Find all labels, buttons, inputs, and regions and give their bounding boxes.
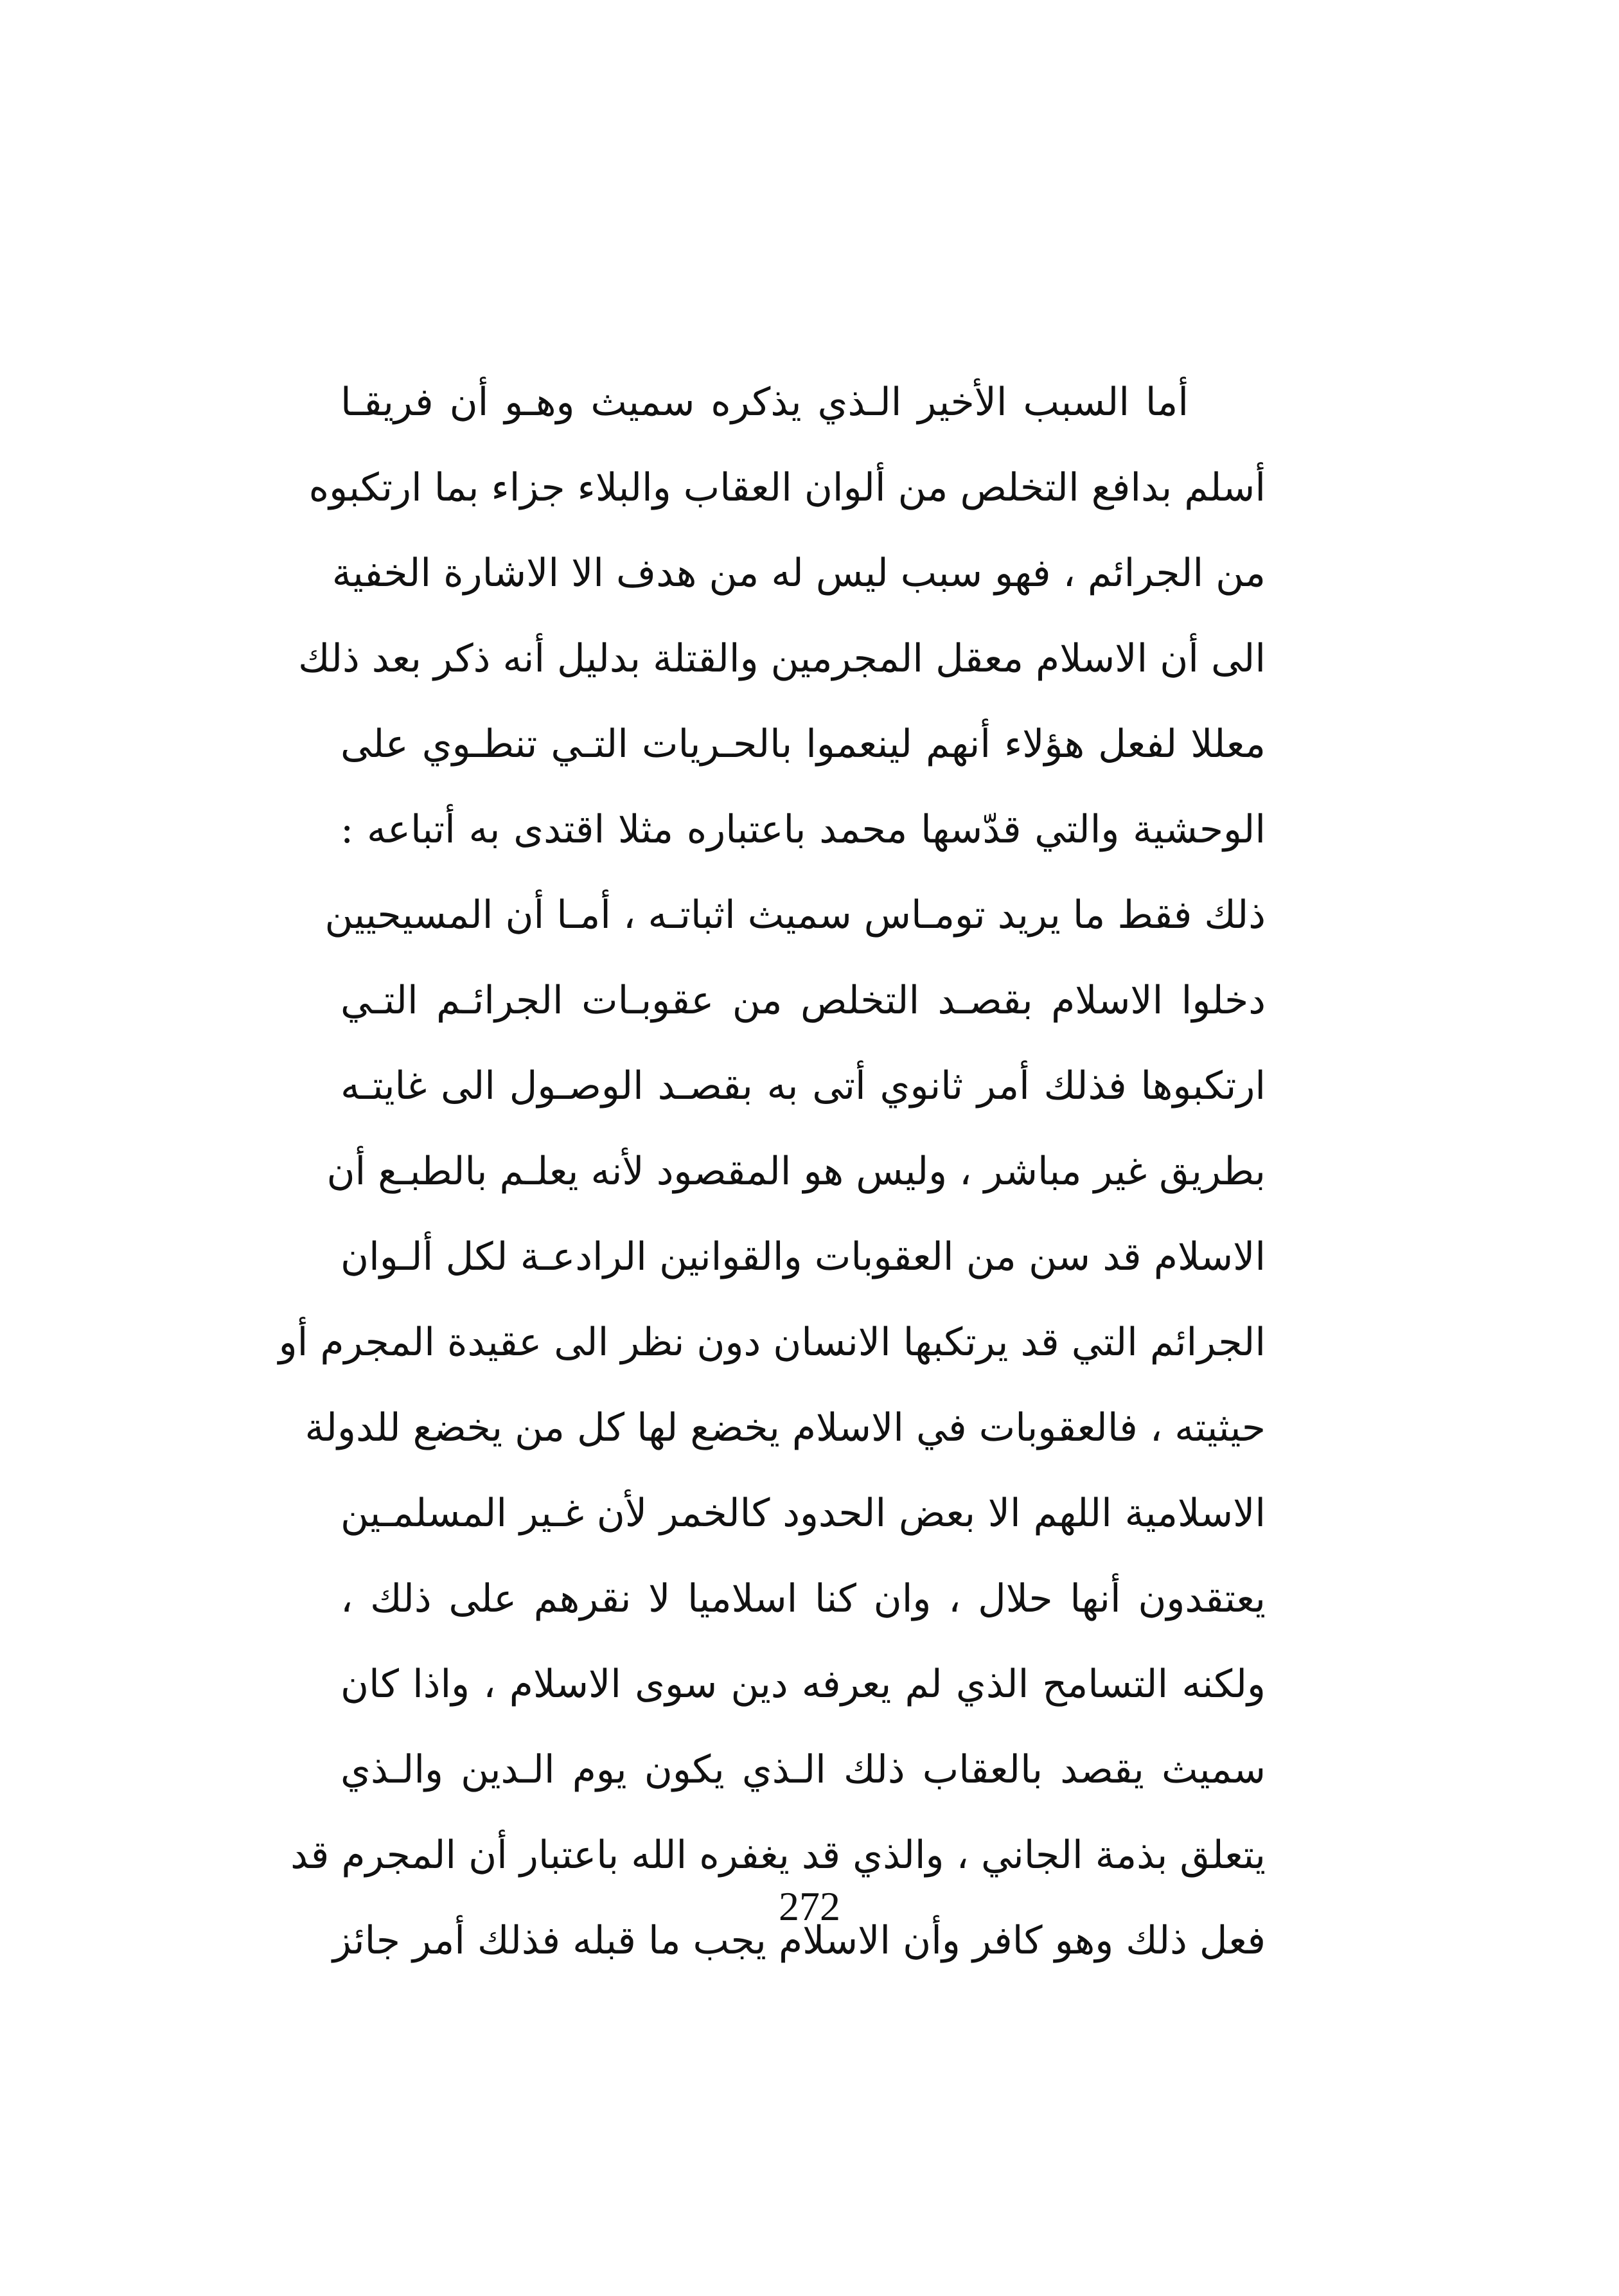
text-line: أسلم بدافع التخلص من ألوان العقاب والبلاء جزاء بما ارتكبوه: [308, 465, 1266, 510]
text-line: الاسلامية اللهم الا بعض الحدود كالخمر لأن غـير المسلمـين: [341, 1491, 1266, 1536]
text-line: معللا لفعل هؤلاء أنهم لينعموا بالحـريات التـي تنطـوي على: [341, 722, 1266, 767]
text-line: ارتكبوها فذلك أمر ثانوي أتى به بقصـد الوصـول الى غايتـه: [341, 1063, 1266, 1108]
text-line: فعل ذلك وهو كافر وأن الاسلام يجب ما قبله فذلك أمر جائز: [332, 1918, 1266, 1963]
text-line: أما السبب الأخير الـذي يذكره سميث وهـو أن فريقـا: [341, 380, 1189, 425]
page-number: 272: [779, 1883, 840, 1929]
text-line: دخلوا الاسلام بقصـد التخلص من عقوبـات الجرائـم التـي: [341, 978, 1266, 1023]
text-line: الى أن الاسلام معقل المجرمين والقتلة بدليل أنه ذكر بعد ذلك: [298, 636, 1266, 681]
text-line: الاسلام قد سن من العقوبات والقوانين الرادعـة لكل ألـوان: [341, 1234, 1266, 1279]
text-line: يعتقدون أنها حلال ، وان كنا اسلاميا لا نقرهم على ذلك ،: [341, 1576, 1266, 1621]
text-line: الجرائم التي قد يرتكبها الانسان دون نظر الى عقيدة المجرم أو: [278, 1320, 1266, 1365]
text-line: بطريق غير مباشر ، وليس هو المقصود لأنه يعلـم بالطبـع أن: [326, 1149, 1266, 1194]
body-text: [278, 360, 1266, 1984]
text-line: سميث يقصد بالعقاب ذلك الـذي يكون يوم الـدين والـذي: [341, 1747, 1266, 1792]
text-line: يتعلق بذمة الجاني ، والذي قد يغفره الله باعتبار أن المجرم قد: [290, 1833, 1266, 1878]
text-line: ولكنه التسامح الذي لم يعرفه دين سوى الاسلام ، واذا كان: [341, 1662, 1266, 1707]
text-line: حيثيته ، فالعقوبات في الاسلام يخضع لها كل من يخضع للدولة: [305, 1405, 1266, 1450]
text-line: من الجرائم ، فهو سبب ليس له من هدف الا الاشارة الخفية: [332, 551, 1266, 596]
text-line: ذلك فقط ما يريد تومـاس سميث اثباتـه ، أمـا أن المسيحيين: [324, 893, 1266, 938]
text-line: الوحشية والتي قدّسها محمد باعتباره مثلا اقتدى به أتباعه :: [341, 807, 1266, 852]
